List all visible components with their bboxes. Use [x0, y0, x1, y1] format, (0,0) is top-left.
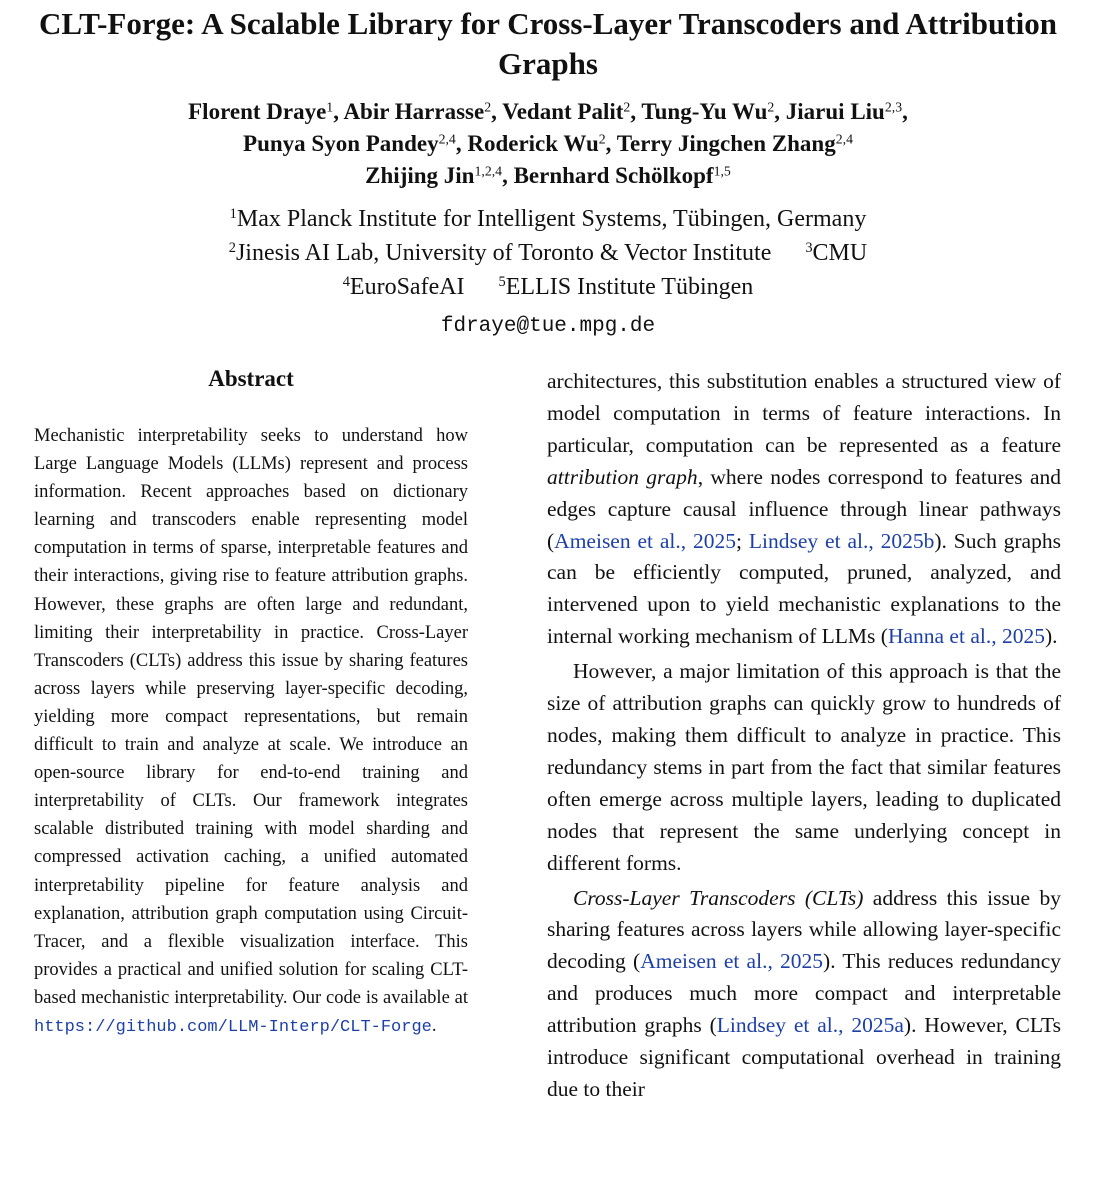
- affiliation-line: $^2$Jinesis AI Lab, University of Toronto & Vector Institute $^3$CMU: [228, 240, 868, 266]
- code-link[interactable]: https://github.com/LLM-Interp/CLT-Forge: [34, 1017, 432, 1037]
- paragraph: Cross-Layer Transcoders (CLTs) address this issue by sharing features across layers while allowing layer-specific decoding (Ameisen et al., 2025). This reduces redundancy and produces much more compact and interpretable attribution graphs (Lindsey et al., 2025a). However, CLTs introduce significant computational overhead in training due to their: [547, 885, 1062, 1101]
- affiliation: CMU: [812, 240, 868, 266]
- author: Tung-Yu Wu$^2$: [641, 99, 775, 124]
- author: Florent Draye$^1$: [188, 99, 334, 124]
- affiliation: EuroSafeAI: [349, 274, 465, 300]
- contact-email[interactable]: fdraye@tue.mpg.de: [440, 315, 656, 338]
- author-affiliation-mark: 2: [767, 99, 775, 115]
- affiliation: Max Planck Institute for Intelligent Systems, Tübingen, Germany: [236, 206, 867, 232]
- abstract-text: Mechanistic interpretability seeks to understand how Large Language Models (LLMs) represent and process information. Recent approaches based on dictionary learning and transcoders enable representing model computation in terms of sparse, interpretable features and their interactions, giving rise to feature attribution graphs. However, these graphs are often large and redundant, limiting their interpretability in practice. Cross-Layer Transcoders (CLTs) address this issue by sharing features across layers while preserving layer-specific decoding, yielding more compact representations, but remain difficult to train and analyze at scale. We introduce an open-source library for end-to-end training and interpretability of CLTs. Our framework integrates scalable distributed training with model sharding and compressed activation caching, a unified automated interpretability pipeline for feature analysis and explanation, attribution graph computation using Circuit-Tracer, and a flexible visualization interface. This provides a practical and unified solution for scaling CLT-based mechanistic interpretability. Our code is available at https://github.com/LLM-Interp/CLT-Forge.: [34, 426, 468, 1037]
- author: Abir Harrasse$^2$: [343, 99, 492, 124]
- author-affiliation-mark: 2: [484, 99, 492, 115]
- paragraph: architectures, this substitution enables a structured view of model computation in terms of feature interactions. In particular, computation can be represented as a feature attribution graph, where nodes correspond to features and edges capture causal influence through linear pathways (Ameisen et al., 2025; Lindsey et al., 2025b). Such graphs can be efficiently computed, pruned, analyzed, and intervened upon to yield mechanistic explanations to the internal working mechanism of LLMs (Hanna et al., 2025).: [547, 369, 1061, 649]
- affiliation: ELLIS Institute Tübingen: [505, 274, 754, 300]
- affiliation-line: $^1$Max Planck Institute for Intelligent Systems, Tübingen, Germany: [229, 206, 867, 232]
- paper-title: CLT-Forge: A Scalable Library for Cross-Layer Transcoders and Attribution Graphs: [39, 6, 1057, 81]
- author-affiliation-mark: 2: [598, 131, 606, 147]
- citation-link[interactable]: Ameisen et al., 2025: [640, 949, 824, 974]
- author: Jiarui Liu$^{2,3}$: [785, 99, 903, 124]
- author-affiliation-mark: 1: [326, 99, 334, 115]
- author-affiliation-mark: 1,2,4: [474, 163, 503, 179]
- author-list: Florent Draye$^1$, Abir Harrasse$^2$, Vedant Palit$^2$, Tung-Yu Wu$^2$, Jiarui Liu$^{2,3}$, Punya Syon Pandey$^{2,4}$, Roderick Wu$^2$, Terry Jingchen Zhang$^{2,4}$ Zhijing Jin$^{1,2,4}$, Bernhard Schölkopf$^{1,5}$: [188, 99, 908, 188]
- author: Bernhard Schölkopf$^{1,5}$: [513, 163, 731, 188]
- author-affiliation-mark: 1,5: [713, 163, 731, 179]
- paragraph: However, a major limitation of this approach is that the size of attribution graphs can quickly grow to hundreds of nodes, making them difficult to analyze in practice. This redundancy stems in part from the fact that similar features often emerge across multiple layers, leading to duplicated nodes that represent the same underlying concept in different forms.: [547, 659, 1061, 875]
- citation-link[interactable]: Lindsey et al., 2025a: [716, 1013, 904, 1038]
- introduction-text: [547, 366, 1061, 1106]
- author: Terry Jingchen Zhang$^{2,4}$: [616, 131, 853, 156]
- author: Roderick Wu$^2$: [467, 131, 606, 156]
- affiliation: Jinesis AI Lab, University of Toronto & Vector Institute: [235, 240, 772, 266]
- author-affiliation-mark: 2: [623, 99, 631, 115]
- citation-link[interactable]: Lindsey et al., 2025b: [748, 528, 935, 553]
- author: Zhijing Jin$^{1,2,4}$: [365, 163, 503, 188]
- author: Vedant Palit$^2$: [502, 99, 631, 124]
- author-affiliation-mark: 2,4: [835, 131, 853, 147]
- citation-link[interactable]: Hanna et al., 2025: [887, 624, 1045, 649]
- affiliation-line: $^4$EuroSafeAI $^5$ELLIS Institute Tübingen: [342, 274, 754, 300]
- author-affiliation-mark: 2,3: [884, 99, 903, 115]
- author: Punya Syon Pandey$^{2,4}$: [243, 131, 456, 156]
- citation-link[interactable]: Ameisen et al., 2025: [554, 528, 737, 553]
- affiliations: [20, 202, 1076, 304]
- author-affiliation-mark: 2,4: [438, 131, 456, 147]
- abstract-heading: Abstract: [208, 366, 294, 391]
